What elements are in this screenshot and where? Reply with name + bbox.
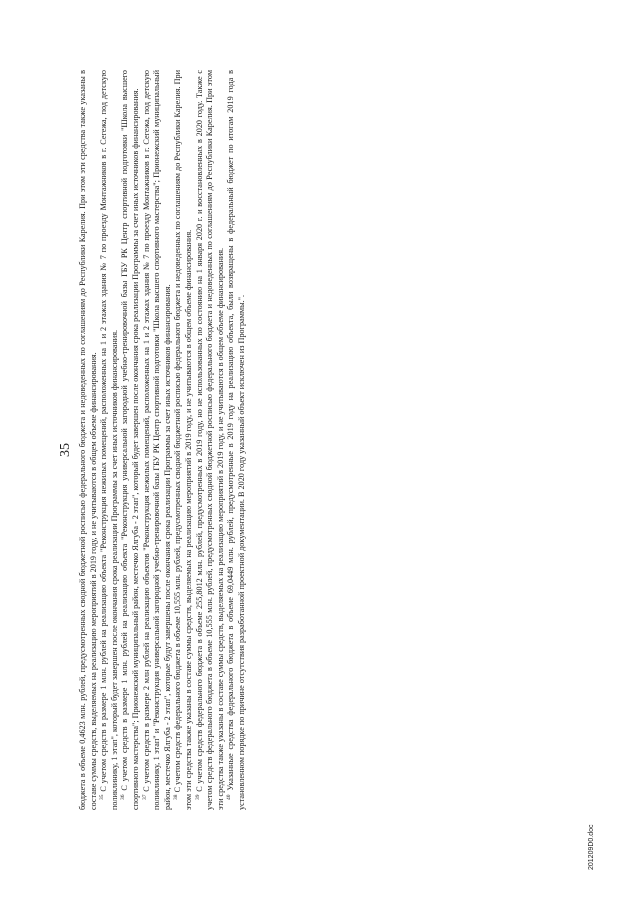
footnote-mark: 37 (141, 794, 148, 800)
footnote-mark: 40 (226, 794, 233, 800)
footnote-mark: 35 (99, 794, 106, 800)
footnotes-block (78, 70, 248, 810)
footnote-mark: 39 (194, 794, 201, 800)
footnote-40 (226, 70, 247, 810)
footnote-36 (120, 70, 141, 810)
page-number: 35 (58, 443, 73, 457)
footnote-35 (99, 70, 120, 810)
document-filename: 201209D0.doc (588, 824, 595, 870)
footnote-text: Указанные средства федерального бюджета в объеме 69,0449 млн. рублей, предусмотренные в 2019 году на реализацию объекта, были возвращены в федеральный бюджет по итогам 2019 года в установленном порядке по причине отсутствия разработанной проектной документации. В 2020 году указанный объект исключен из Программы.". (226, 70, 246, 810)
footnote-39 (195, 70, 227, 810)
footnote-38 (173, 70, 194, 810)
footnote-text: С учетом средств федерального бюджета в объеме 255,8012 млн. рублей, предусмотренных в 2019 году, но не использованных по состоянию на 1 января 2020 г. и восстановленных в 2020 году. Также с учетом средств федерального бюджета в объеме 10,555 млн. рублей, предусмотренных сводной бюджетной росписью федерального бюджета и недоведенных по соглашениям до Республики Карелия. При этом эти средства также указаны в составе суммы средств, выделяемых на реализацию мероприятий в 2019 году, и не учитываются в общем объеме финансирования. (194, 70, 225, 810)
rotated-page-content (30, 40, 605, 870)
footnote-mark: 38 (173, 794, 180, 800)
footnote-text: С учетом средств в размере 1 млн. рублей на реализацию объекта "Реконструкция нежилых помещений, расположенных на 1 и 2 этажах здания № 7 по проезду Монтажников в г. Сегежа, под детскую поликлинику, 1 этап", который будет завершен после окончания срока реализации Программы за счет иных источников финансирования. (99, 69, 119, 810)
intro-paragraph: бюджета в объеме 0,4623 млн. рублей, предусмотренных сводной бюджетной росписью федерального бюджета и недоведенных по соглашениям до Республики Карелия. При этом эти средства также указаны в составе суммы средств, выделяемых на реализацию мероприятий в 2019 году, и не учитываются в общем объеме финансирования. (78, 70, 98, 810)
footnote-mark: 36 (120, 794, 127, 800)
footnote-37 (142, 70, 174, 810)
footnote-text: С учетом средств в размере 1 млн. рублей на реализацию объекта "Реконструкция универсальной загородной учебно-тренировочной базы ГБУ РК Центр спортивной подготовки "Школа высшего спортивного мастерства"; Прионежский муниципальный район, местечко Ялгуба - 2 этап", который будет завершен после окончания срока реализации Программы за счет иных источников финансирования. (120, 69, 140, 810)
footnote-text: С учетом средств федерального бюджета в объеме 10,555 млн. рублей, предусмотренных сводной бюджетной росписью федерального бюджета и недоведенных по соглашениям до Республики Карелия. При этом эти средства также указаны в составе суммы средств, выделяемых на реализацию мероприятий в 2019 году, и не учитываются в общем объеме финансирования. (173, 70, 193, 810)
footnote-text: С учетом средств в размере 2 млн рублей на реализацию объектов "Реконструкция нежилых помещений, расположенных на 1 и 2 этажах здания № 7 по проезду Монтажников в г. Сегежа, под детскую поликлинику, 1 этап" и "Реконструкция универсальной загородной учебно-тренировочной базы ГБУ РК Центр спортивной подготовки "Школа высшего спортивного мастерства"; Прионежский муниципальный район, местечко Ялгуба - 2 этап", которые будут завершены после окончания срока реализации Программы за счет иных источников финансирования. (141, 69, 172, 810)
